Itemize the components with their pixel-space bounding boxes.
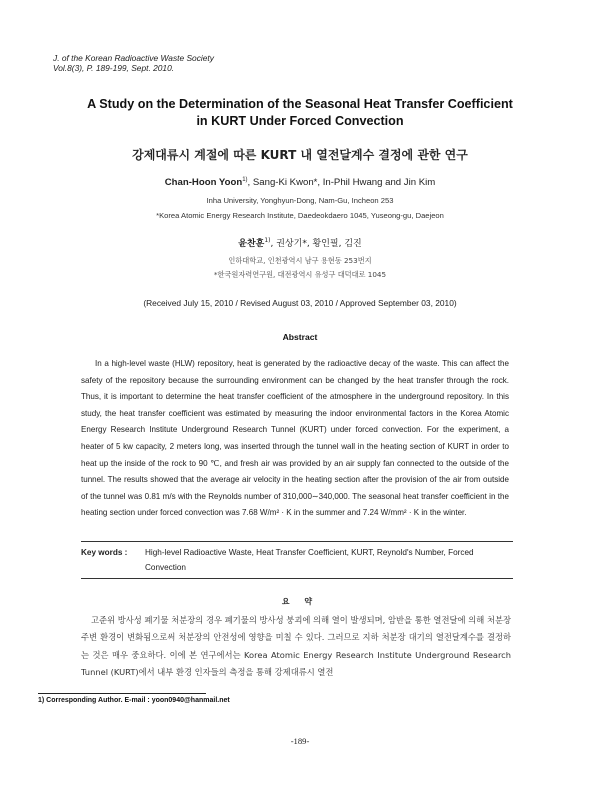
corresponding-author-kr: 윤찬훈 — [238, 239, 265, 249]
abstract-body: In a high-level waste (HLW) repository, heat is generated by the radioactive decay of the waste. This can affect the safety of the repository because the surrounding environment can be changed by the heat transfer through the rock. Thus, it is important to determine the heat transfer coefficient of the atmosphere in the underground repository. In this study, the heat transfer coefficient was estimated by measuring the indoor environmental factors in the Korea Atomic Energy Research Institute Underground Research Tunnel (KURT) under forced convection. For the experiment, a heater of 5 kw capacity, 2 meters long, was inserted through the tunnel wall in the heating section of KURT in order to heat up the inside of the rock to 90 ℃, and fresh air was provided by an air supply fan connected to the outside of the tunnel. The results showed that the average air velocity in the heating section after the provision of the air from outside of the tunnel was 0.81 m/s with the Reynolds number of 310,000∼340,000. The seasonal heat transfer coefficient in the heating section under forced convection was 7.68 W/m² · K in the summer and 7.24 W/mm² · K in the winter. — [81, 359, 509, 518]
abstract-heading: Abstract — [282, 332, 318, 342]
paper-title-korean: 강제대류시 계절에 따른 KURT 내 열전달계수 결정에 관한 연구 — [132, 148, 468, 162]
page-number: -189- — [290, 736, 310, 746]
corresponding-author-footnote: 1) Corresponding Author. E-mail : yoon0940@hanmail.net — [38, 697, 230, 704]
corresponding-author: Chan-Hoon Yoon — [164, 177, 243, 188]
authors-korean — [40, 236, 560, 249]
keywords-bottom-rule — [81, 578, 513, 579]
paper-title-english — [40, 96, 560, 130]
footnote-rule — [38, 693, 206, 694]
journal-citation — [53, 53, 214, 73]
journal-name: J. of the Korean Radioactive Waste Society — [53, 53, 214, 63]
journal-volume: Vol.8(3), P. 189-199, Sept. 2010. — [53, 63, 175, 73]
keywords-block — [81, 545, 511, 575]
author-footnote-mark: 1) — [242, 176, 248, 183]
affiliation-inha: Inha University, Yonghyun-Dong, Nam-Gu, Incheon 253 — [206, 196, 394, 205]
affiliation-kaeri-kr: *한국원자력연구원, 대전광역시 유성구 대덕대로 1045 — [213, 270, 387, 279]
received-dates: (Received July 15, 2010 / Revised August 03, 2010 / Approved September 03, 2010) — [143, 298, 457, 308]
author-footnote-mark-kr: 1) — [264, 237, 271, 244]
korean-abstract-body: 고준위 방사성 폐기물 처분장의 경우 폐기물의 방사성 붕괴에 의해 열이 발생되며, 암반을 통한 열전달에 의해 처분장 주변 환경이 변화됨으로써 처분장의 안전성에 영향을 미칠 수 있다. 그러므로 지하 처분장 대기의 열전달계수를 결정하는 것은 매우 중요하다. 이에 본 연구에서는 Korea Atomic Energy Research Institute Underground Research Tunnel (KURT)에서 내부 환경 인자들의 측정을 통해 강제대류시 열전 — [81, 615, 511, 678]
keywords-top-rule — [81, 541, 513, 542]
authors-english — [40, 177, 560, 188]
title-line-1: A Study on the Determination of the Seasonal Heat Transfer Coefficient — [87, 97, 513, 111]
keywords-list: High-level Radioactive Waste, Heat Transfer Coefficient, KURT, Reynold's Number, Forced Convection — [145, 548, 474, 572]
co-authors-kr: , 권상기*, 황인필, 김진 — [270, 239, 362, 249]
title-line-2: in KURT Under Forced Convection — [196, 114, 404, 128]
co-authors: , Sang-Ki Kwon*, In-Phil Hwang and Jin Kim — [247, 177, 436, 188]
korean-abstract-heading: 요 약 — [281, 597, 319, 606]
affiliation-inha-kr: 인하대학교, 인천광역시 남구 용현동 253번지 — [228, 256, 372, 265]
keywords-label: Key words : — [81, 548, 128, 557]
affiliation-kaeri: *Korea Atomic Energy Research Institute, Daedeokdaero 1045, Yuseong-gu, Daejeon — [156, 211, 444, 220]
